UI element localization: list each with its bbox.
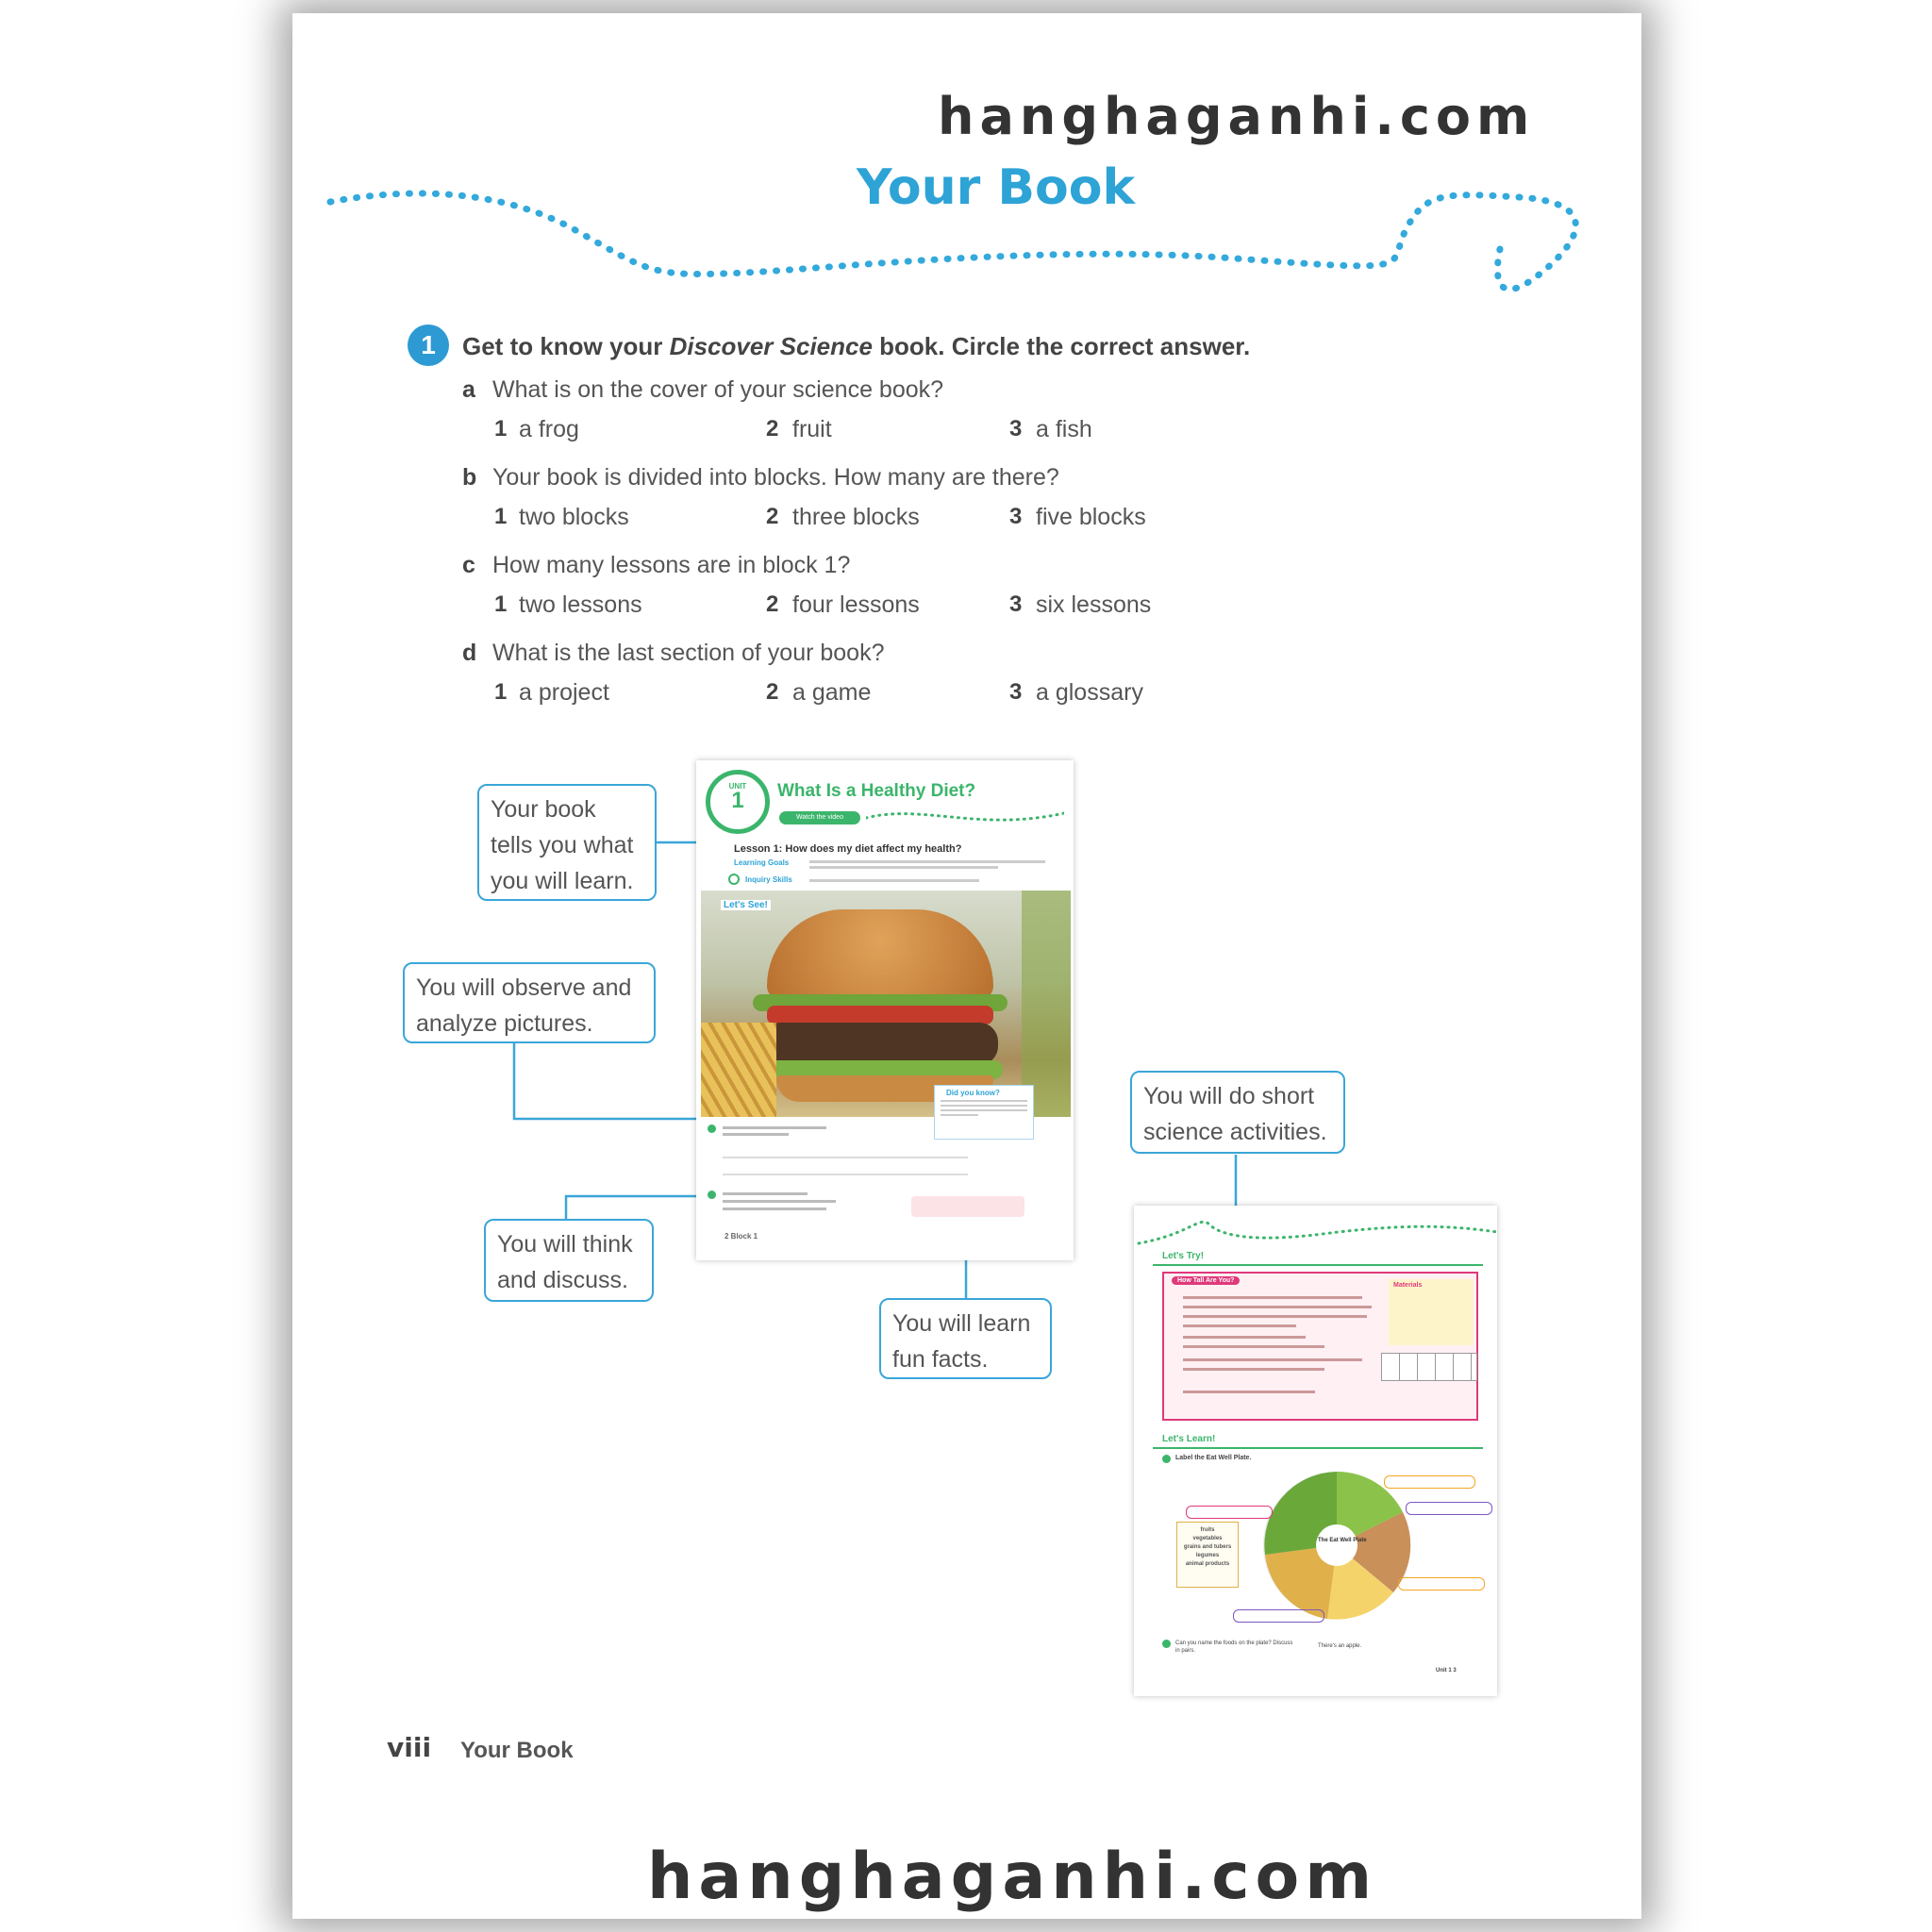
- label-blank[interactable]: [1406, 1502, 1492, 1515]
- label-blank[interactable]: [1233, 1609, 1324, 1623]
- unit-badge: UNIT 1: [706, 770, 770, 834]
- question-b: b Your book is divided into blocks. How many are there? 1 two blocks 2 three blocks 3 five blocks: [462, 464, 1146, 530]
- food-groups-box: fruits vegetables grains and tubers legumes animal products: [1176, 1522, 1239, 1588]
- answer-option[interactable]: a game: [792, 679, 872, 706]
- activity-page-thumbnail: Let's Try! How Tall Are You? Materials Let's Learn! Label the Eat Well Plate. The Eat Well Plate fruits vegetables grains and tubers legumes animal products Can you name the foods on the plate? Discuss in pairs. There's an apple. Unit 1 3: [1134, 1206, 1497, 1696]
- question-c: c How many lessons are in block 1? 1 two lessons 2 four lessons 3 six lessons: [462, 552, 1152, 618]
- answer-option[interactable]: three blocks: [792, 504, 920, 530]
- question-text: What is on the cover of your science book?: [492, 376, 944, 403]
- magnifier-icon: [728, 874, 740, 885]
- lets-try-heading: Let's Try!: [1162, 1251, 1205, 1261]
- question-text: How many lessons are in block 1?: [492, 552, 851, 578]
- answer-option[interactable]: a frog: [519, 416, 579, 442]
- callout-facts: You will learn fun facts.: [879, 1298, 1052, 1379]
- watermark-bottom: hanghaganhi.com: [647, 1840, 1378, 1914]
- lets-see-heading: Let's See!: [721, 900, 771, 910]
- page-number: viii: [387, 1732, 432, 1763]
- page-title: Your Book: [857, 159, 1136, 216]
- unit-title: What Is a Healthy Diet?: [777, 781, 976, 801]
- lets-learn-heading: Let's Learn!: [1162, 1434, 1216, 1444]
- answer-option[interactable]: a project: [519, 679, 609, 706]
- thumb-dotted-line: [866, 804, 1064, 832]
- label-blank[interactable]: [1398, 1577, 1485, 1591]
- callout-think: You will think and discuss.: [484, 1219, 654, 1302]
- how-tall-activity-box: How Tall Are You? Materials: [1162, 1272, 1478, 1421]
- eat-well-plate-image: [1261, 1470, 1412, 1621]
- watermark-top: hanghaganhi.com: [938, 87, 1536, 146]
- question-text: What is the last section of your book?: [492, 640, 885, 666]
- label-blank[interactable]: [1186, 1506, 1273, 1519]
- answer-option[interactable]: two lessons: [519, 591, 642, 618]
- materials-box: Materials: [1389, 1279, 1474, 1345]
- callout-learn: Your book tells you what you will learn.: [477, 784, 657, 901]
- lesson-title: Lesson 1: How does my diet affect my health?: [734, 843, 962, 855]
- burger-photo: [701, 891, 1071, 1117]
- answer-option[interactable]: four lessons: [792, 591, 920, 618]
- answer-option[interactable]: fruit: [792, 416, 832, 442]
- did-you-know-box: Did you know?: [934, 1085, 1034, 1140]
- exercise-instruction: Get to know your Discover Science book. Circle the correct answer.: [462, 332, 1251, 360]
- watch-video-button[interactable]: Watch the video: [779, 811, 860, 824]
- callout-observe: You will observe and analyze pictures.: [403, 962, 656, 1043]
- answer-option[interactable]: two blocks: [519, 504, 629, 530]
- answer-option[interactable]: five blocks: [1036, 504, 1146, 530]
- label-blank[interactable]: [1384, 1475, 1475, 1489]
- answer-option[interactable]: six lessons: [1036, 591, 1152, 618]
- question-text: Your book is divided into blocks. How many are there?: [492, 464, 1059, 491]
- question-a: a What is on the cover of your science book? 1 a frog 2 fruit 3 a fish: [462, 376, 1092, 442]
- exercise-number-badge: 1: [408, 325, 449, 366]
- question-d: d What is the last section of your book? 1 a project 2 a game 3 a glossary: [462, 640, 1143, 706]
- answer-option[interactable]: a glossary: [1036, 679, 1143, 706]
- answer-option[interactable]: a fish: [1036, 416, 1092, 442]
- book-page: [292, 13, 1641, 1919]
- height-table: [1381, 1353, 1477, 1381]
- callout-activities: You will do short science activities.: [1130, 1071, 1345, 1154]
- footer-label: Your Book: [460, 1738, 574, 1763]
- unit-page-thumbnail: UNIT 1 What Is a Healthy Diet? Watch the video Lesson 1: How does my diet affect my health? Learning Goals Inquiry Skills Let's See! Did you know? 2 Block 1: [696, 760, 1074, 1260]
